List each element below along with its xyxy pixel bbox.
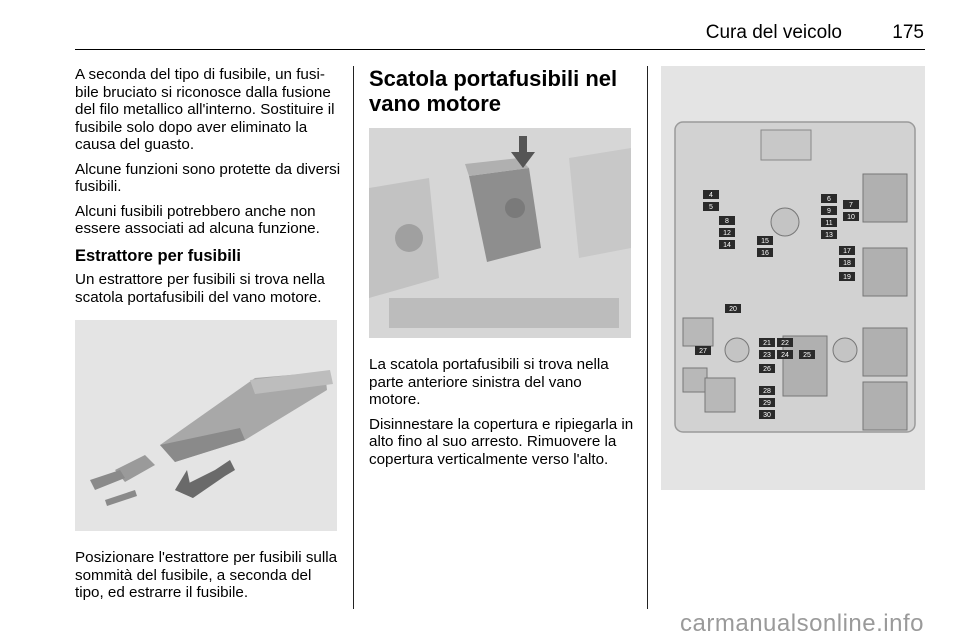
fuse-label: 5 bbox=[709, 204, 713, 211]
fuse-label: 29 bbox=[763, 400, 771, 407]
fuse-label: 8 bbox=[725, 218, 729, 225]
section-heading: Estrattore per fusibili bbox=[75, 246, 241, 265]
fuse-label: 16 bbox=[761, 250, 769, 257]
section-title: Cura del veicolo bbox=[705, 22, 842, 43]
paragraph: Disinnestare la copertura e ripiegarla in alto fino al suo arresto. Rimuovere la copertura verticalmente verso l'alto. bbox=[369, 415, 634, 468]
fuse-box-diagram bbox=[661, 66, 925, 490]
header-rule bbox=[75, 49, 925, 50]
fuse-label: 14 bbox=[723, 242, 731, 249]
fuse-label: 27 bbox=[699, 348, 707, 355]
fuse-label: 11 bbox=[825, 220, 833, 227]
fuse-label: 24 bbox=[781, 352, 789, 359]
column-divider bbox=[647, 66, 648, 609]
fuse-label: 15 bbox=[761, 238, 769, 245]
fuse-label: 9 bbox=[827, 208, 831, 215]
fuse-label: 13 bbox=[825, 232, 833, 239]
paragraph: Un estrattore per fusibili si trova nella scatola portafusibili del vano motore. bbox=[75, 271, 325, 306]
middle-column bbox=[369, 66, 635, 475]
fuse-label: 23 bbox=[763, 352, 771, 359]
fuse-label: 28 bbox=[763, 388, 771, 395]
fuse-label: 20 bbox=[729, 306, 737, 313]
fuse-label: 19 bbox=[843, 274, 851, 281]
engine-bay-photo bbox=[369, 128, 631, 338]
fuse-label: 22 bbox=[781, 340, 789, 347]
paragraph: A seconda del tipo di fusibile, un fusi-bile bruciato si riconosce dalla fusione del filo metallico all'interno. Sostituire il fusibile solo dopo aver eliminato la causa del guasto. bbox=[75, 66, 335, 153]
fuse-label: 26 bbox=[763, 366, 771, 373]
column-divider bbox=[353, 66, 354, 609]
fuse-label: 25 bbox=[803, 352, 811, 359]
fuse-label: 10 bbox=[847, 214, 855, 221]
fuse-label: 21 bbox=[763, 340, 771, 347]
fuse-extractor-illustration bbox=[75, 320, 337, 531]
figure-caption: Posizionare l'estrattore per fusibili sulla sommità del fusibile, a seconda del tipo, ed estrarre il fusibile. bbox=[75, 549, 338, 601]
watermark: carmanualsonline.info bbox=[680, 610, 924, 637]
section-heading: Scatola portafusibili nel vano motore bbox=[369, 66, 618, 116]
paragraph: La scatola portafusibili si trova nella parte anteriore sinistra del vano motore. bbox=[369, 356, 609, 408]
fuse-label: 18 bbox=[843, 260, 851, 267]
left-column bbox=[75, 66, 341, 609]
fuse-label: 7 bbox=[849, 202, 853, 209]
fuse-label: 12 bbox=[723, 230, 731, 237]
paragraph: Alcune funzioni sono protette da diversi fusibili. bbox=[75, 160, 341, 195]
page-number: 175 bbox=[892, 22, 924, 43]
fuse-label: 6 bbox=[827, 196, 831, 203]
paragraph: Alcuni fusibili potrebbero anche non essere associati ad alcuna funzione. bbox=[75, 202, 320, 237]
fuse-label: 30 bbox=[763, 412, 771, 419]
fuse-label: 4 bbox=[709, 192, 713, 199]
fuse-label: 17 bbox=[843, 248, 851, 255]
